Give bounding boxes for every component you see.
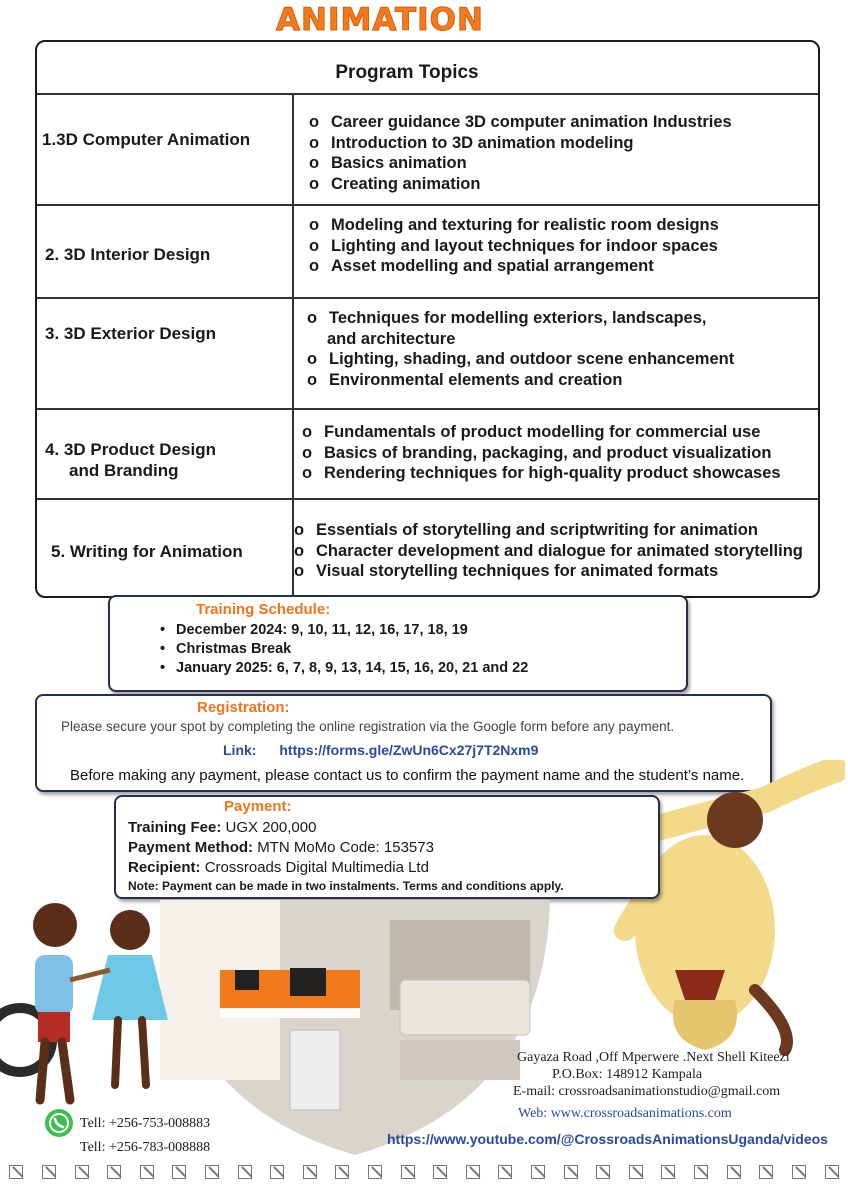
link-label: Link:	[223, 742, 257, 758]
topic-title-3d-computer-animation: 1.3D Computer Animation	[42, 130, 251, 149]
contact-email[interactable]: E-mail: crossroadsanimationstudio@gmail.com	[513, 1084, 781, 1099]
list-item: o Career guidance 3D computer animation Industries	[309, 112, 732, 133]
footer-pattern-icon	[303, 1165, 317, 1179]
payment-recipient: Recipient: Crossroads Digital Multimedia Ltd	[128, 859, 429, 876]
topic-title-3d-interior-design: 2. 3D Interior Design	[45, 245, 211, 264]
footer-pattern-icon	[531, 1165, 545, 1179]
footer-pattern-icon	[498, 1165, 512, 1179]
list-item: o Fundamentals of product modelling for commercial use	[302, 422, 781, 443]
registration-title: Registration:	[197, 699, 290, 716]
list-item: o Lighting and layout techniques for indoor spaces	[309, 236, 719, 257]
footer-pattern-icon	[727, 1165, 741, 1179]
footer-pattern	[0, 1160, 848, 1184]
list-item: o Essentials of storytelling and scriptwriting for animation	[294, 520, 803, 541]
youtube-link[interactable]: https://www.youtube.com/@CrossroadsAnimationsUganda/videos	[387, 1131, 828, 1147]
list-item: o Environmental elements and creation	[307, 370, 734, 391]
footer-pattern-icon	[140, 1165, 154, 1179]
phone-number-2[interactable]: Tell: +256-783-008888	[80, 1140, 211, 1155]
list-item: o Asset modelling and spatial arrangement	[309, 256, 719, 277]
row-divider	[37, 498, 820, 500]
footer-pattern-icon	[433, 1165, 447, 1179]
footer-pattern-icon	[661, 1165, 675, 1179]
list-item: o Modeling and texturing for realistic room designs	[309, 215, 719, 236]
row-divider	[37, 297, 820, 299]
list-item: o Techniques for modelling exteriors, landscapes,	[307, 308, 734, 329]
footer-pattern-icon	[825, 1165, 839, 1179]
topic-list-3d-exterior-design	[307, 308, 734, 390]
registration-note: Before making any payment, please contact us to confirm the payment name and the student’s name.	[70, 767, 745, 784]
topic-list-writing-for-animation	[294, 520, 803, 582]
topic-list-3d-product-design	[302, 422, 781, 484]
footer-pattern-icon	[9, 1165, 23, 1179]
topic-list-3d-interior-design	[309, 215, 719, 277]
footer-pattern-icon	[75, 1165, 89, 1179]
list-item: o Creating animation	[309, 174, 732, 195]
list-item: o Rendering techniques for high-quality product showcases	[302, 463, 781, 484]
footer-pattern-icon	[694, 1165, 708, 1179]
program-topics-table	[35, 40, 820, 598]
list-item: o Basics animation	[309, 153, 732, 174]
topics-heading: Program Topics	[335, 62, 479, 83]
registration-instructions: Please secure your spot by completing the online registration via the Google form before any payment.	[61, 719, 675, 734]
list-item: • Christmas Break	[160, 640, 528, 659]
schedule-list	[160, 621, 528, 678]
payment-method: Payment Method: MTN MoMo Code: 153573	[128, 839, 434, 856]
footer-pattern-icon	[205, 1165, 219, 1179]
training-fee: Training Fee: UGX 200,000	[128, 819, 317, 836]
list-item: o Introduction to 3D animation modeling	[309, 133, 732, 154]
footer-pattern-icon	[335, 1165, 349, 1179]
footer-pattern-icon	[368, 1165, 382, 1179]
topic-title-writing-for-animation: 5. Writing for Animation	[51, 542, 243, 561]
footer-pattern-icon	[107, 1165, 121, 1179]
list-item: and architecture	[327, 329, 456, 348]
payment-note: Note: Payment can be made in two instalments. Terms and conditions apply.	[128, 879, 564, 893]
list-item: o Basics of branding, packaging, and product visualization	[302, 443, 781, 464]
schedule-title: Training Schedule:	[196, 601, 331, 618]
payment-card	[114, 795, 660, 899]
contact-address: Gayaza Road ,Off Mperwere .Next Shell Kiteezi	[517, 1050, 790, 1065]
row-divider	[37, 408, 820, 410]
footer-pattern-icon	[759, 1165, 773, 1179]
topic-title-3d-exterior-design: 3. 3D Exterior Design	[45, 324, 217, 343]
footer-pattern-icon	[466, 1165, 480, 1179]
list-item: o Visual storytelling techniques for animated formats	[294, 561, 803, 582]
kids-characters-illustration	[0, 900, 175, 1130]
footer-pattern-icon	[270, 1165, 284, 1179]
registration-link-row	[223, 742, 538, 760]
topic-title-3d-product-design: 4. 3D Product Design and Branding	[45, 440, 216, 480]
footer-pattern-icon	[42, 1165, 56, 1179]
training-schedule-card	[108, 595, 688, 692]
footer-pattern-icon	[564, 1165, 578, 1179]
list-item: • December 2024: 9, 10, 11, 12, 16, 17, 18, 19	[160, 621, 528, 640]
payment-title: Payment:	[224, 798, 292, 815]
footer-pattern-icon	[238, 1165, 252, 1179]
office-interior-illustration	[160, 900, 550, 1160]
footer-pattern-icon	[629, 1165, 643, 1179]
contact-website[interactable]: Web: www.crossroadsanimations.com	[518, 1106, 732, 1121]
list-item: • January 2025: 6, 7, 8, 9, 13, 14, 15, 16, 20, 21 and 22	[160, 659, 528, 678]
row-divider	[37, 93, 820, 95]
footer-pattern-icon	[596, 1165, 610, 1179]
registration-form-link[interactable]: https://forms.gle/ZwUn6Cx27j7T2Nxm9	[279, 742, 539, 758]
topic-list-3d-computer-animation	[309, 112, 732, 194]
footer-pattern-icon	[401, 1165, 415, 1179]
page-title: ANIMATION	[276, 2, 484, 38]
footer-pattern-icon	[792, 1165, 806, 1179]
list-item: o Lighting, shading, and outdoor scene enhancement	[307, 349, 734, 370]
contact-pobox: P.O.Box: 148912 Kampala	[552, 1067, 703, 1082]
row-divider	[37, 204, 820, 206]
whatsapp-icon	[44, 1108, 74, 1138]
list-item: o Character development and dialogue for animated storytelling	[294, 541, 803, 562]
phone-number-1[interactable]: Tell: +256-753-008883	[80, 1116, 211, 1131]
footer-pattern-icon	[172, 1165, 186, 1179]
